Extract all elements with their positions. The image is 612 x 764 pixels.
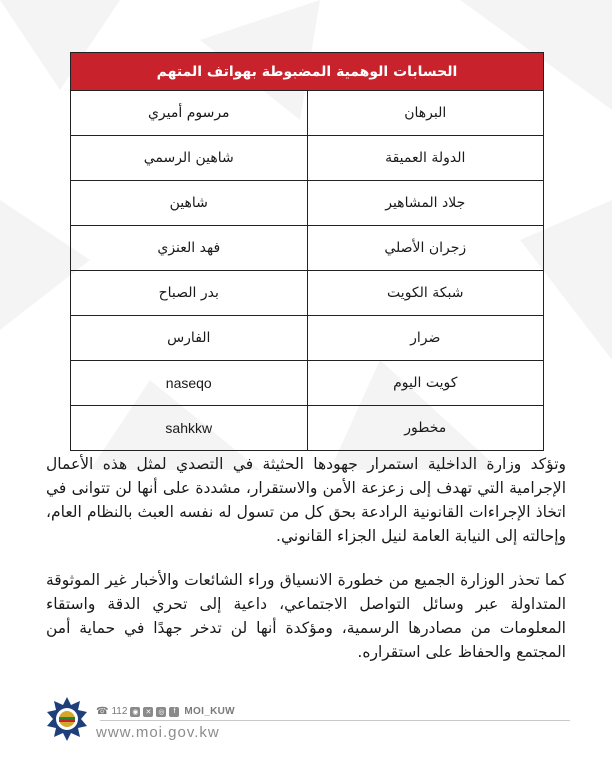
phone-number: 112 bbox=[111, 706, 128, 717]
table-row bbox=[71, 406, 543, 450]
x-icon[interactable]: ✕ bbox=[143, 707, 153, 717]
table-cell-left: sahkkw bbox=[71, 406, 308, 450]
table-row bbox=[71, 361, 543, 406]
social-bar bbox=[96, 706, 235, 717]
fake-accounts-table bbox=[70, 52, 544, 451]
table-row bbox=[71, 136, 543, 181]
instagram-icon[interactable]: ◎ bbox=[158, 708, 165, 716]
table-cell-right: البرهان bbox=[404, 105, 447, 121]
statement-paragraph-1: وتؤكد وزارة الداخلية استمرار جهودها الحثيثة في التصدي لمثل هذه الأعمال الإجرامية التي تهدف إلى زعزعة الأمن والاستقرار، مشددة على أنها لن تتوانى في اتخاذ الإجراءات القانونية الرادعة بحق كل من تسول له نفسه العبث بالنظام العام، وإحالته إلى النيابة العامة لنيل الجزاء القانوني. bbox=[46, 455, 566, 545]
table-row bbox=[71, 91, 543, 136]
website-link[interactable]: www.moi.gov.kw bbox=[96, 724, 220, 741]
facebook-icon[interactable]: f bbox=[169, 707, 179, 717]
table-cell-right: جلاد المشاهير bbox=[385, 195, 466, 211]
table-row bbox=[71, 271, 543, 316]
table-cell-right: ضرار bbox=[410, 330, 441, 346]
table-cell-right: مخطور bbox=[404, 420, 447, 436]
table-cell-left: naseqo bbox=[71, 361, 308, 405]
table-cell-right: كويت اليوم bbox=[393, 375, 458, 391]
table-row bbox=[71, 316, 543, 361]
footer-divider bbox=[100, 720, 570, 721]
table-cell-left: مرسوم أميري bbox=[71, 91, 308, 135]
table-cell-left: الفارس bbox=[71, 316, 308, 360]
phone-icon: ☎ bbox=[96, 706, 109, 717]
social-handle: MOI_KUW bbox=[184, 706, 235, 717]
table-row bbox=[71, 226, 543, 271]
table-cell-left: شاهين bbox=[71, 181, 308, 225]
table-title: الحسابات الوهمية المضبوطة بهواتف المتهم bbox=[71, 53, 543, 91]
snapchat-icon[interactable]: ◉ bbox=[132, 708, 139, 716]
table-cell-right: شبكة الكويت bbox=[387, 285, 464, 301]
table-cell-left: فهد العنزي bbox=[71, 226, 308, 270]
table-cell-right: زجران الأصلي bbox=[384, 240, 467, 256]
moi-emblem-icon bbox=[44, 696, 90, 742]
table-cell-right: الدولة العميقة bbox=[385, 150, 466, 166]
table-cell-left: بدر الصباح bbox=[71, 271, 308, 315]
statement-paragraph-2: كما تحذر الوزارة الجميع من خطورة الانسياق وراء الشائعات والأخبار غير الموثوقة المتداولة عبر وسائل التواصل الاجتماعي، داعية إلى تحري الدقة واستقاء المعلومات من مصادرها الرسمية، ومؤكدة أنها لن تدخر جهدًا في حماية أمن المجتمع والحفاظ على استقراره. bbox=[46, 571, 566, 661]
table-cell-left: شاهين الرسمي bbox=[71, 136, 308, 180]
table-row bbox=[71, 181, 543, 226]
